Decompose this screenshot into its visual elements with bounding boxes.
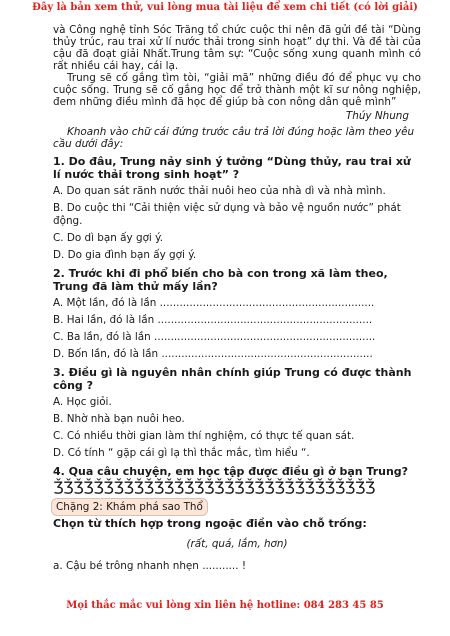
question-2: 2. Trước khi đi phổ biến cho bà con trong xã làm theo, Trung đã làm thử mấy lần? [53, 267, 388, 293]
question-1-option-b: B. Do cuộc thi “Cải thiện việc sử dụng và bảo vệ nguồn nước” phát động. [53, 202, 401, 227]
contact-banner: Mọi thắc mắc vui lòng xin liên hệ hotline: 084 283 45 85 [66, 600, 384, 611]
question-1-option-c: C. Do dì bạn ấy gợi ý. [53, 232, 164, 244]
passage-paragraph: Trung sẽ cố gắng tìm tòi, “giải mã” những điều đó để phục vụ cho cuộc sống. Trung sẽ cố gắng học để trở thành một kĩ sư nông nghiệp, đem những điều mình đã học để giúp bà con nông dân quê mình” [53, 72, 421, 108]
preview-banner: Đây là bản xem thử, vui lòng mua tài liệu để xem chi tiết (có lời giải) [32, 2, 418, 13]
question-2-option-b: B. Hai lần, đó là lần ................................................................. [53, 314, 373, 326]
question-3-option-a: A. Học giỏi. [53, 396, 112, 408]
exercise-title: Chọn từ thích hợp trong ngoặc điền vào chỗ trống: [53, 517, 367, 530]
answer-line: ǮǮǮǮǮǮǮǮǮǮǮǮǮǮǮǮǮǮǮǮǮǮǮǮǮǮǮǮǮǮǮǮ [53, 478, 375, 497]
question-3-option-d: D. Có tính “ gặp cái gì lạ thì thắc mắc, tìm hiểu “. [53, 447, 310, 459]
author-name: Thúy Nhung [345, 110, 409, 122]
word-choices: (rất, quá, lắm, hơn) [186, 538, 288, 550]
question-3-option-b: B. Nhờ nhà bạn nuôi heo. [53, 413, 185, 425]
question-3-option-c: C. Có nhiều thời gian làm thí nghiệm, có thực tế quan sát. [53, 430, 355, 442]
passage-paragraph: và Công nghệ tỉnh Sóc Trăng tổ chức cuộc thi nên đã gửi đề tài “Dùng thủy trúc, rau trai xử lí nước thải trong sinh hoạt” dự thi. Và đề tài của cậu đã đoạt giải Nhất.Trung tâm sự: “Cuộc sống xung quanh mình có rất nhiều cái hay, cái lạ. [53, 24, 421, 72]
question-1: 1. Do đâu, Trung nảy sinh ý tưởng “Dùng thủy, rau trai xử lí nước thải trong sinh hoạt” ? [53, 155, 411, 181]
instruction-text: Khoanh vào chữ cái đứng trước câu trả lời đúng hoặc làm theo yêu cầu dưới đây: [53, 126, 415, 150]
question-1-option-a: A. Do quan sát rãnh nước thải nuôi heo của nhà dì và nhà mình. [53, 185, 386, 197]
question-3: 3. Điều gì là nguyên nhân chính giúp Trung có được thành công ? [53, 366, 412, 392]
question-2-option-a: A. Một lần, đó là lần ................................................................. [53, 297, 375, 309]
chapter-label: Chặng 2: Khám phá sao Thổ [51, 498, 208, 516]
question-4: 4. Qua câu chuyện, em học tập được điều gì ở bạn Trung? [53, 465, 409, 478]
exercise-item-a: a. Cậu bé trông nhanh nhẹn ........... ! [53, 560, 246, 572]
document-page [53, 24, 421, 573]
question-1-option-d: D. Do gia đình bạn ấy gợi ý. [53, 249, 197, 261]
question-2-option-c: C. Ba lần, đó là lần ................................................................... [53, 331, 376, 343]
question-2-option-d: D. Bốn lần, đó là lần ................................................................ [53, 348, 373, 360]
